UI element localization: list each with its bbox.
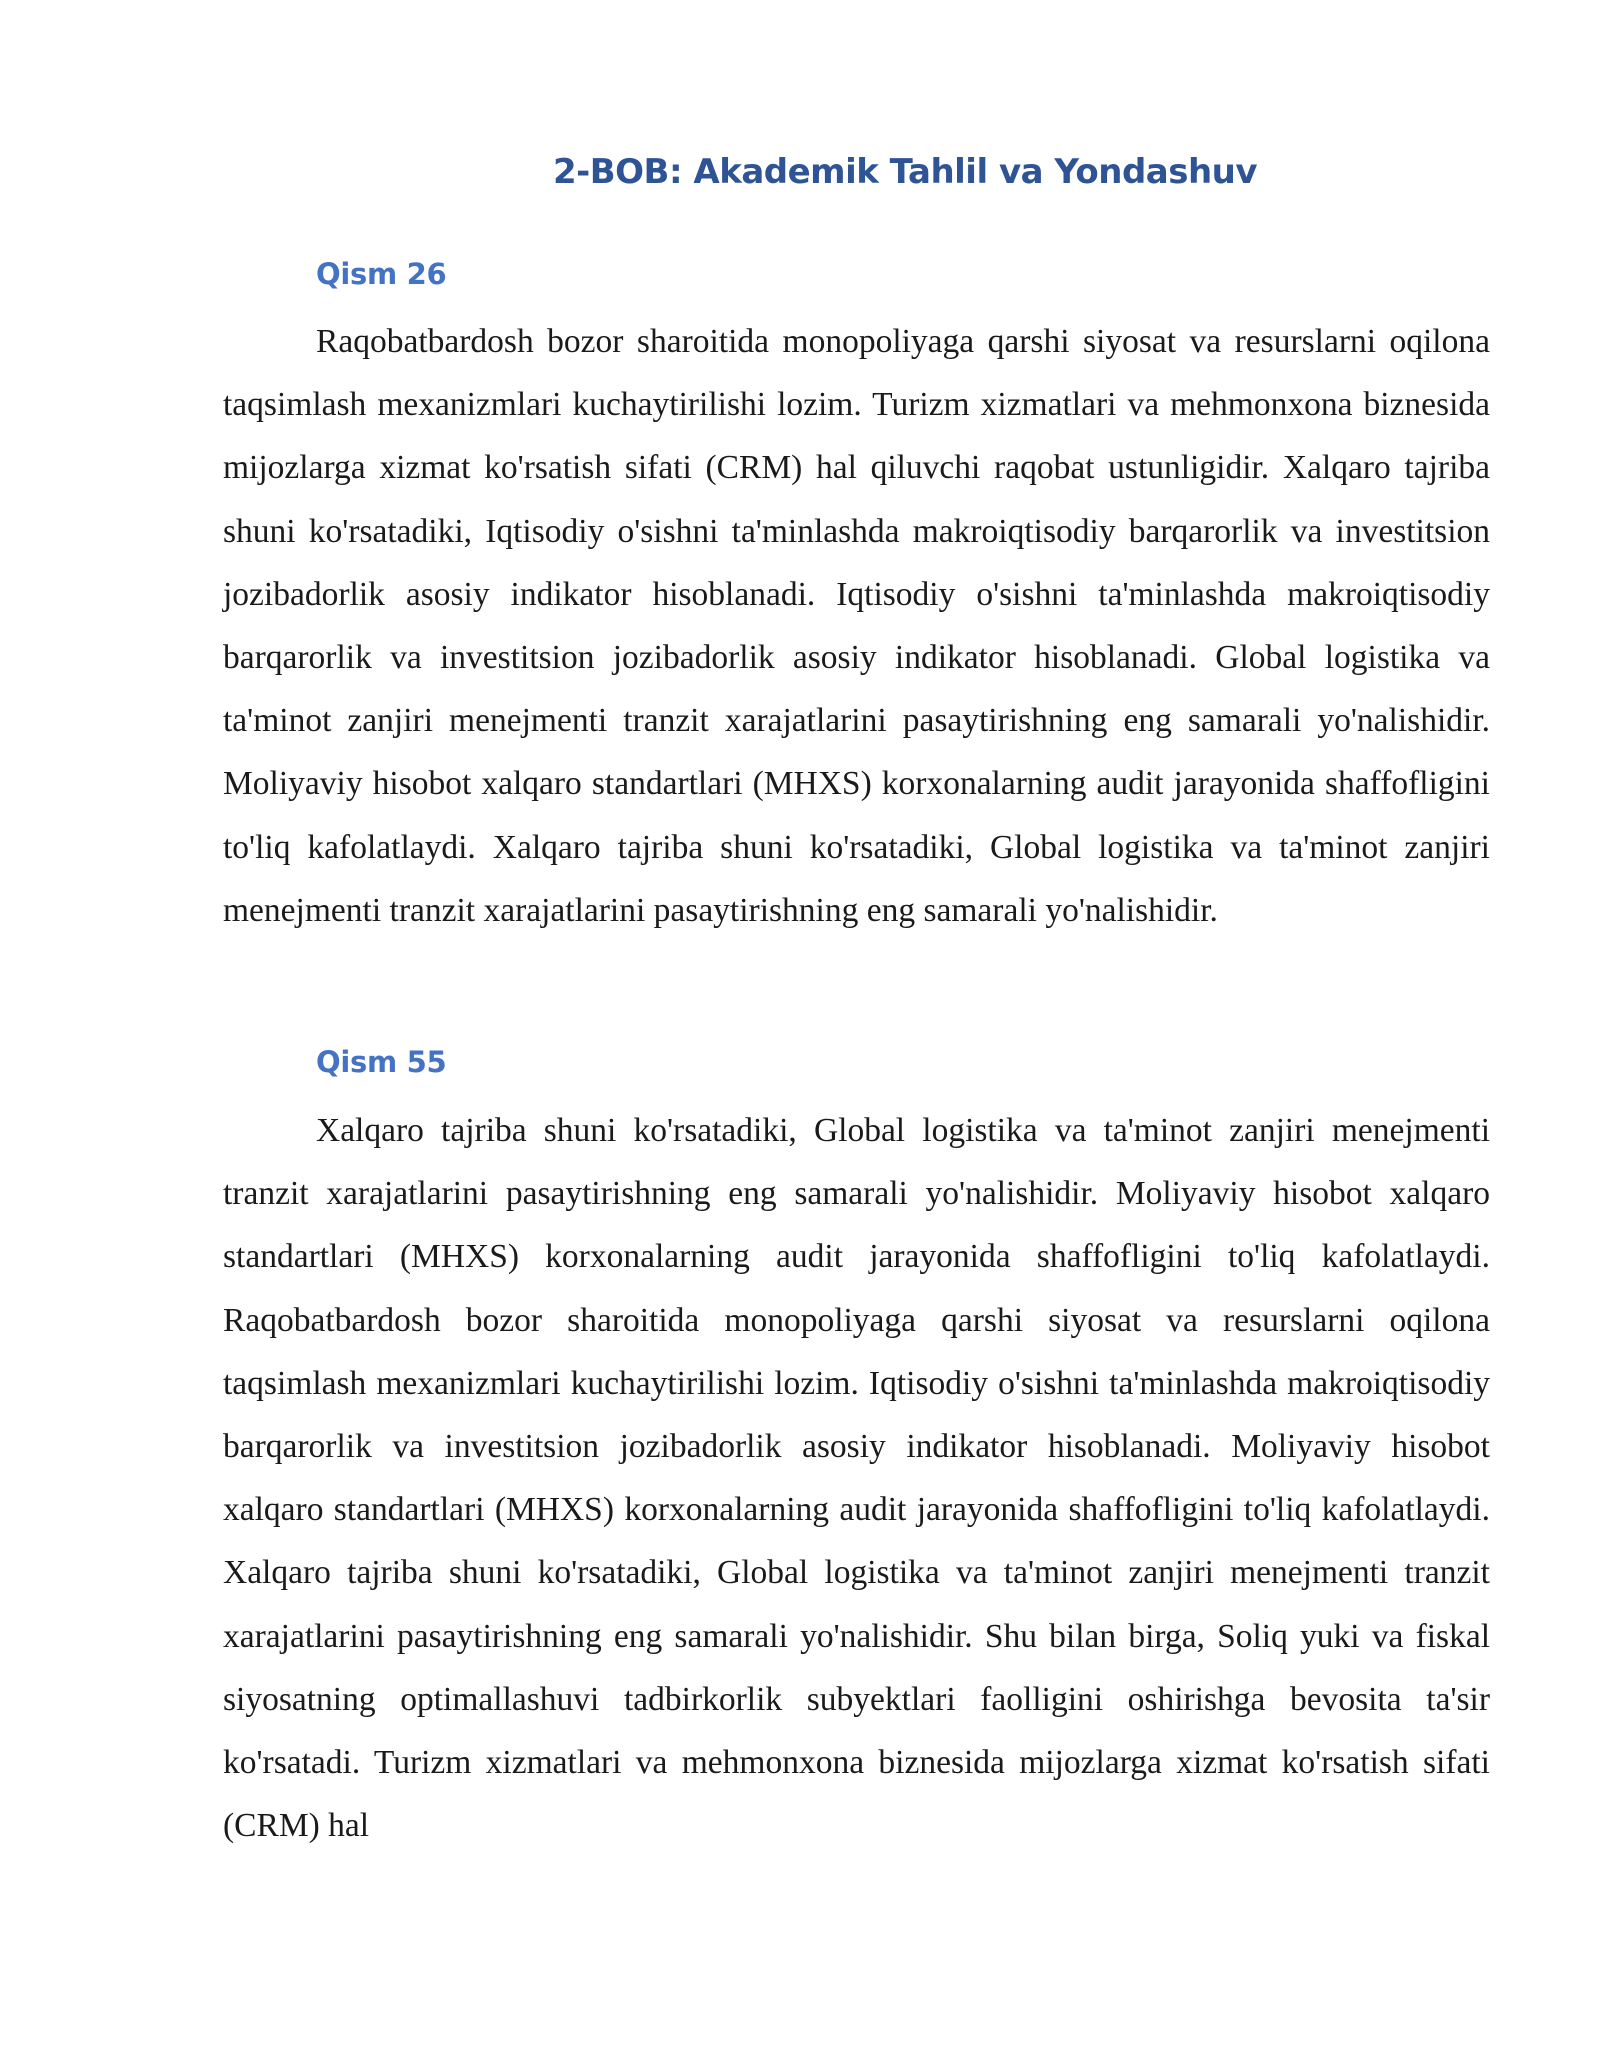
chapter-title: 2-BOB: Akademik Tahlil va Yondashuv (552, 152, 1258, 192)
section-paragraph: Raqobatbardosh bozor sharoitida monopoliyaga qarshi siyosat va resurslarni oqilona taqsimlash mexanizmlari kuchaytirilishi lozim. Turizm xizmatlari va mehmonxona biznesida mijozlarga xizmat ko'rsatish sifati (CRM) hal qiluvchi raqobat ustunligidir. Xalqaro tajriba shuni ko'rsatadiki, Iqtisodiy o'sishni ta'minlashda makroiqtisodiy barqarorlik va investitsion jozibadorlik asosiy indikator hisoblanadi. Iqtisodiy o'sishni ta'minlashda makroiqtisodiy barqarorlik va investitsion jozibadorlik asosiy indikator hisoblanadi. Global logistika va ta'minot zanjiri menejmenti tranzit xarajatlarini pasaytirishning eng samarali yo'nalishidir. Moliyaviy hisobot xalqaro standartlari (MHXS) korxonalarning audit jarayonida shaffofligini to'liq kafolatlaydi. Xalqaro tajriba shuni ko'rsatadiki, Global logistika va ta'minot zanjiri menejmenti tranzit xarajatlarini pasaytirishning eng samarali yo'nalishidir. (223, 323, 1490, 929)
section-heading: Qism 55 (316, 1045, 447, 1079)
section-paragraph: Xalqaro tajriba shuni ko'rsatadiki, Global logistika va ta'minot zanjiri menejmenti tranzit xarajatlarini pasaytirishning eng samarali yo'nalishidir. Moliyaviy hisobot xalqaro standartlari (MHXS) korxonalarning audit jarayonida shaffofligini to'liq kafolatlaydi. Raqobatbardosh bozor sharoitida monopoliyaga qarshi siyosat va resurslarni oqilona taqsimlash mexanizmlari kuchaytirilishi lozim. Iqtisodiy o'sishni ta'minlashda makroiqtisodiy barqarorlik va investitsion jozibadorlik asosiy indikator hisoblanadi. Moliyaviy hisobot xalqaro standartlari (MHXS) korxonalarning audit jarayonida shaffofligini to'liq kafolatlaydi. Xalqaro tajriba shuni ko'rsatadiki, Global logistika va ta'minot zanjiri menejmenti tranzit xarajatlarini pasaytirishning eng samarali yo'nalishidir. Shu bilan birga, Soliq yuki va fiskal siyosatning optimallashuvi tadbirkorlik subyektlari faolligini oshirishga bevosita ta'sir ko'rsatadi. Turizm xizmatlari va mehmonxona biznesida mijozlarga xizmat ko'rsatish sifati (CRM) hal (223, 1112, 1490, 1845)
section-heading: Qism 26 (316, 257, 447, 291)
